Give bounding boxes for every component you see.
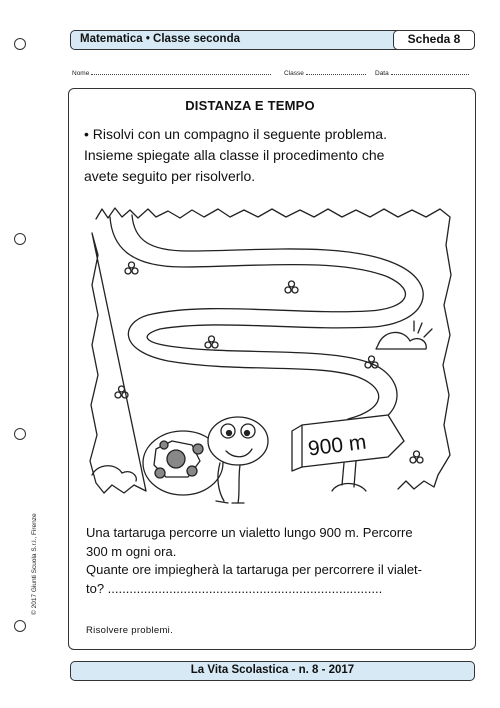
name-label: Nome xyxy=(72,70,90,77)
worksheet-title: DISTANZA E TEMPO xyxy=(185,98,315,113)
bush xyxy=(92,466,136,481)
winding-path-inner xyxy=(132,215,423,429)
turtle xyxy=(143,417,268,503)
sheet-number: Scheda 8 xyxy=(393,30,475,50)
class-field[interactable] xyxy=(306,68,366,75)
binder-hole-bottom xyxy=(14,620,26,632)
winding-path-outer xyxy=(110,217,405,419)
date-field[interactable] xyxy=(391,68,469,75)
instruction-line: • Risolvi con un compagno il seguente problema. xyxy=(84,126,387,142)
binder-hole-top xyxy=(14,38,26,50)
problem-text xyxy=(86,524,476,598)
skill-label: Risolvere problemi. xyxy=(86,625,174,636)
copyright-notice: © 2017 Giunti Scuola S.r.l., Firenze xyxy=(31,513,38,615)
bush xyxy=(376,332,426,349)
turtle-path-illustration xyxy=(88,205,460,515)
grass-border xyxy=(90,208,451,493)
binder-hole-upper-middle xyxy=(14,233,26,245)
flower-icon xyxy=(205,336,218,348)
instruction-line: Insieme spiegate alla classe il procedimento che xyxy=(84,147,385,163)
sign-label: 900 m xyxy=(306,430,368,461)
problem-answer-line[interactable]: to? ............................................................................ xyxy=(86,580,383,596)
class-label: Classe xyxy=(284,70,304,77)
problem-line: Quante ore impiegherà la tartaruga per percorrere il vialet- xyxy=(86,562,423,577)
binder-hole-lower-middle xyxy=(14,428,26,440)
instruction-line: avete seguito per risolverlo. xyxy=(84,168,256,184)
flower-icon xyxy=(285,281,298,293)
header-bar xyxy=(70,30,475,50)
subject-label: Matematica • Classe seconda xyxy=(80,33,240,45)
flower-icon xyxy=(410,451,423,463)
footer-bar: La Vita Scolastica - n. 8 - 2017 xyxy=(70,661,475,681)
instructions xyxy=(84,124,464,187)
problem-line: 300 m ogni ora. xyxy=(86,543,177,559)
date-label: Data xyxy=(375,70,389,77)
flower-icon xyxy=(125,262,138,274)
problem-line: Una tartaruga percorre un vialetto lungo 900 m. Percorre xyxy=(86,525,413,540)
name-field[interactable] xyxy=(91,68,271,75)
